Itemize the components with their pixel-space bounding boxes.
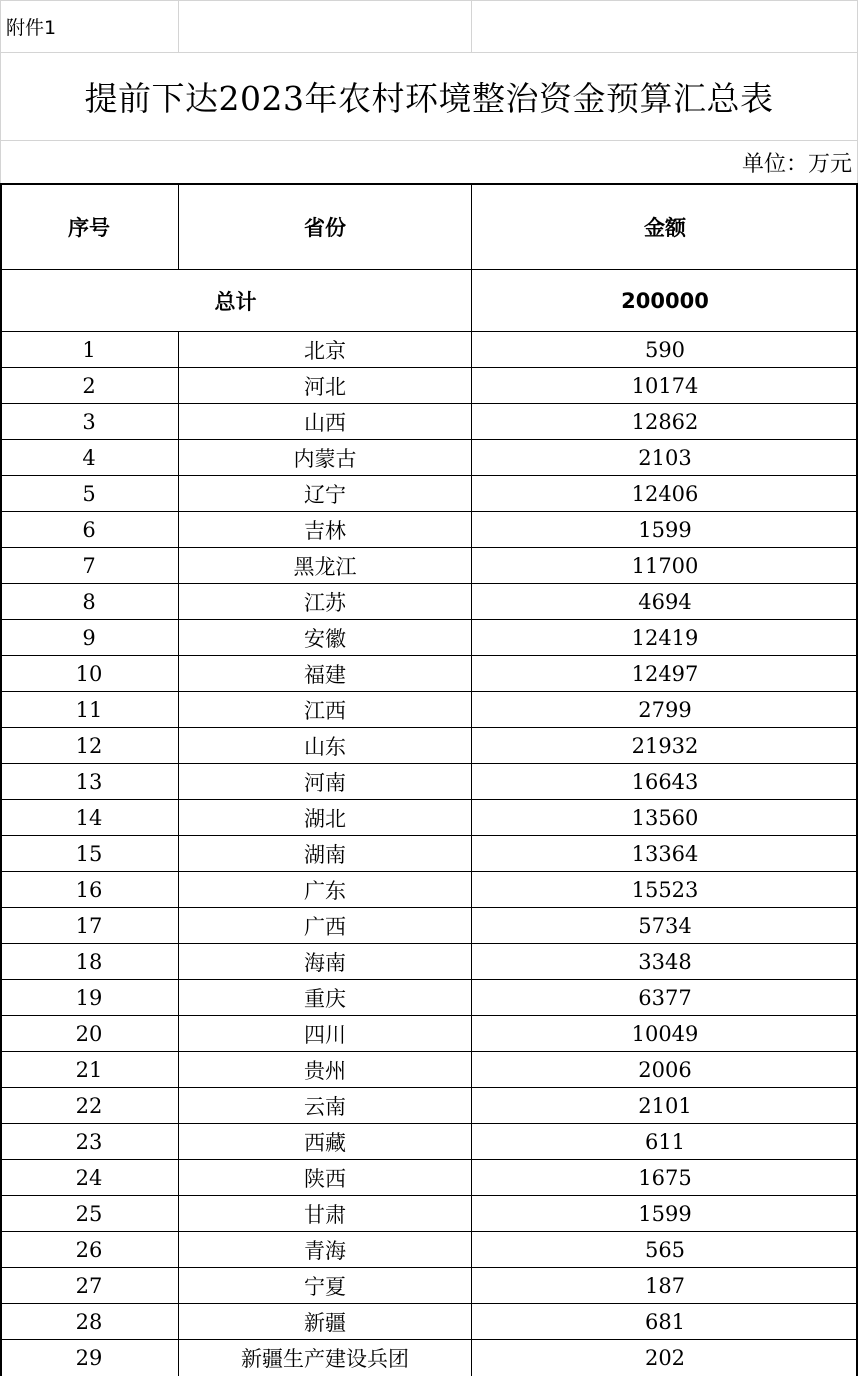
row-province: 西藏: [304, 1130, 346, 1155]
row-province: 青海: [304, 1238, 346, 1263]
grid-line: [0, 140, 858, 141]
row-amount: 202: [644, 1345, 686, 1370]
total-label: 总计: [214, 289, 257, 314]
table-row: [0, 1340, 858, 1375]
row-index: 6: [82, 517, 96, 542]
table-row: [0, 872, 858, 907]
row-amount: 5734: [638, 913, 692, 938]
row-province: 甘肃: [304, 1202, 346, 1227]
header-index: 序号: [68, 216, 110, 240]
row-index: 24: [75, 1165, 103, 1190]
row-index: 1: [82, 337, 96, 362]
row-index: 7: [82, 553, 96, 578]
row-index: 25: [75, 1201, 103, 1226]
row-amount: 13560: [631, 805, 699, 830]
row-divider: [0, 269, 858, 270]
table-row: [0, 1124, 858, 1159]
table-row: [0, 1304, 858, 1339]
row-amount: 12406: [631, 481, 699, 506]
row-province: 陕西: [304, 1166, 346, 1191]
row-amount: 12419: [631, 625, 699, 650]
row-amount: 1599: [638, 1201, 692, 1226]
row-amount: 4694: [638, 589, 692, 614]
row-province: 山东: [304, 734, 346, 759]
table-header-row: [0, 185, 858, 269]
row-divider: [0, 655, 858, 656]
row-province: 新疆生产建设兵团: [241, 1346, 409, 1371]
row-divider: [0, 1015, 858, 1016]
row-divider: [0, 511, 858, 512]
row-divider: [0, 367, 858, 368]
row-index: 20: [75, 1021, 103, 1046]
row-province: 福建: [304, 662, 346, 687]
row-divider: [0, 1231, 858, 1232]
row-province: 河北: [304, 374, 346, 399]
row-amount: 681: [644, 1309, 686, 1334]
row-amount: 2101: [638, 1093, 692, 1118]
row-index: 3: [82, 409, 96, 434]
row-divider: [0, 1339, 858, 1340]
row-divider: [0, 1267, 858, 1268]
total-row: [0, 270, 858, 331]
table-row: [0, 1016, 858, 1051]
row-index: 8: [82, 589, 96, 614]
table-row: [0, 836, 858, 871]
row-amount: 12862: [631, 409, 699, 434]
row-amount: 6377: [638, 985, 692, 1010]
table-row: [0, 1160, 858, 1195]
row-index: 18: [75, 949, 103, 974]
table-row: [0, 584, 858, 619]
row-amount: 2103: [638, 445, 692, 470]
row-province: 黑龙江: [293, 554, 357, 579]
row-amount: 16643: [631, 769, 699, 794]
row-index: 16: [75, 877, 103, 902]
row-divider: [0, 1303, 858, 1304]
table-row: [0, 944, 858, 979]
total-amount: 200000: [621, 288, 709, 313]
row-index: 4: [82, 445, 96, 470]
column-divider: [178, 331, 179, 1376]
grid-line: [471, 0, 472, 52]
table-row: [0, 692, 858, 727]
row-province: 江西: [304, 698, 346, 723]
row-amount: 590: [644, 337, 686, 362]
column-divider: [178, 183, 179, 270]
grid-line: [178, 0, 179, 52]
row-amount: 3348: [638, 949, 692, 974]
table-row: [0, 1232, 858, 1267]
row-amount: 11700: [631, 553, 699, 578]
row-amount: 13364: [631, 841, 699, 866]
row-divider: [0, 871, 858, 872]
row-province: 重庆: [304, 986, 346, 1011]
table-row: [0, 1052, 858, 1087]
row-divider: [0, 619, 858, 620]
row-divider: [0, 835, 858, 836]
row-amount: 10049: [631, 1021, 699, 1046]
table-row: [0, 512, 858, 547]
row-province: 海南: [304, 950, 346, 975]
row-amount: 2006: [638, 1057, 692, 1082]
row-amount: 187: [644, 1273, 686, 1298]
row-province: 广东: [304, 878, 346, 903]
row-amount: 12497: [631, 661, 699, 686]
table-row: [0, 764, 858, 799]
table-row: [0, 620, 858, 655]
header-province: 省份: [304, 216, 346, 240]
page-title: 提前下达2023年农村环境整治资金预算汇总表: [84, 78, 774, 118]
table-row: [0, 332, 858, 367]
row-index: 14: [75, 805, 103, 830]
row-amount: 565: [644, 1237, 686, 1262]
row-province: 河南: [304, 770, 346, 795]
row-divider: [0, 1195, 858, 1196]
row-divider: [0, 1159, 858, 1160]
row-divider: [0, 331, 858, 332]
table-row: [0, 1196, 858, 1231]
row-index: 17: [75, 913, 103, 938]
row-amount: 1675: [638, 1165, 692, 1190]
table-row: [0, 548, 858, 583]
table-row: [0, 368, 858, 403]
row-province: 广西: [304, 914, 346, 939]
row-index: 26: [75, 1237, 103, 1262]
row-index: 9: [82, 625, 96, 650]
row-divider: [0, 979, 858, 980]
row-province: 辽宁: [304, 482, 346, 507]
row-index: 23: [75, 1129, 103, 1154]
row-divider: [0, 907, 858, 908]
table-row: [0, 1268, 858, 1303]
row-index: 11: [75, 697, 103, 722]
table-row: [0, 476, 858, 511]
row-divider: [0, 943, 858, 944]
row-index: 27: [75, 1273, 103, 1298]
row-province: 湖南: [304, 842, 346, 867]
row-province: 云南: [304, 1094, 346, 1119]
row-index: 12: [75, 733, 103, 758]
row-divider: [0, 1051, 858, 1052]
table-row: [0, 656, 858, 691]
row-province: 山西: [304, 410, 346, 435]
row-divider: [0, 403, 858, 404]
row-index: 2: [82, 373, 96, 398]
row-divider: [0, 727, 858, 728]
row-index: 19: [75, 985, 103, 1010]
row-amount: 21932: [631, 733, 699, 758]
unit-label: 单位：万元: [741, 151, 852, 177]
column-divider: [471, 183, 472, 1376]
row-index: 28: [75, 1309, 103, 1334]
row-divider: [0, 583, 858, 584]
table-row: [0, 908, 858, 943]
row-province: 江苏: [304, 590, 346, 615]
row-province: 宁夏: [304, 1274, 346, 1299]
table-row: [0, 980, 858, 1015]
row-province: 北京: [304, 338, 346, 363]
row-province: 四川: [304, 1022, 346, 1047]
table-row: [0, 1088, 858, 1123]
row-amount: 611: [644, 1129, 686, 1154]
table-row: [0, 404, 858, 439]
row-divider: [0, 439, 858, 440]
row-amount: 15523: [631, 877, 699, 902]
row-amount: 2799: [638, 697, 692, 722]
row-divider: [0, 799, 858, 800]
row-divider: [0, 1123, 858, 1124]
row-divider: [0, 1087, 858, 1088]
row-divider: [0, 763, 858, 764]
row-amount: 1599: [638, 517, 692, 542]
row-index: 15: [75, 841, 103, 866]
row-province: 安徽: [304, 626, 346, 651]
grid-line: [0, 0, 858, 1]
row-index: 5: [82, 481, 96, 506]
table-row: [0, 440, 858, 475]
table-row: [0, 728, 858, 763]
row-index: 22: [75, 1093, 103, 1118]
row-province: 吉林: [304, 518, 346, 543]
row-province: 新疆: [304, 1310, 346, 1335]
annex-label: 附件1: [6, 16, 57, 39]
row-index: 10: [75, 661, 103, 686]
row-index: 21: [75, 1057, 103, 1082]
row-divider: [0, 547, 858, 548]
row-province: 湖北: [304, 806, 346, 831]
row-province: 贵州: [304, 1058, 346, 1083]
row-divider: [0, 691, 858, 692]
row-province: 内蒙古: [293, 446, 357, 471]
row-divider: [0, 475, 858, 476]
row-index: 13: [75, 769, 103, 794]
table-row: [0, 800, 858, 835]
header-amount: 金额: [644, 216, 686, 240]
row-index: 29: [75, 1345, 103, 1370]
row-amount: 10174: [631, 373, 699, 398]
